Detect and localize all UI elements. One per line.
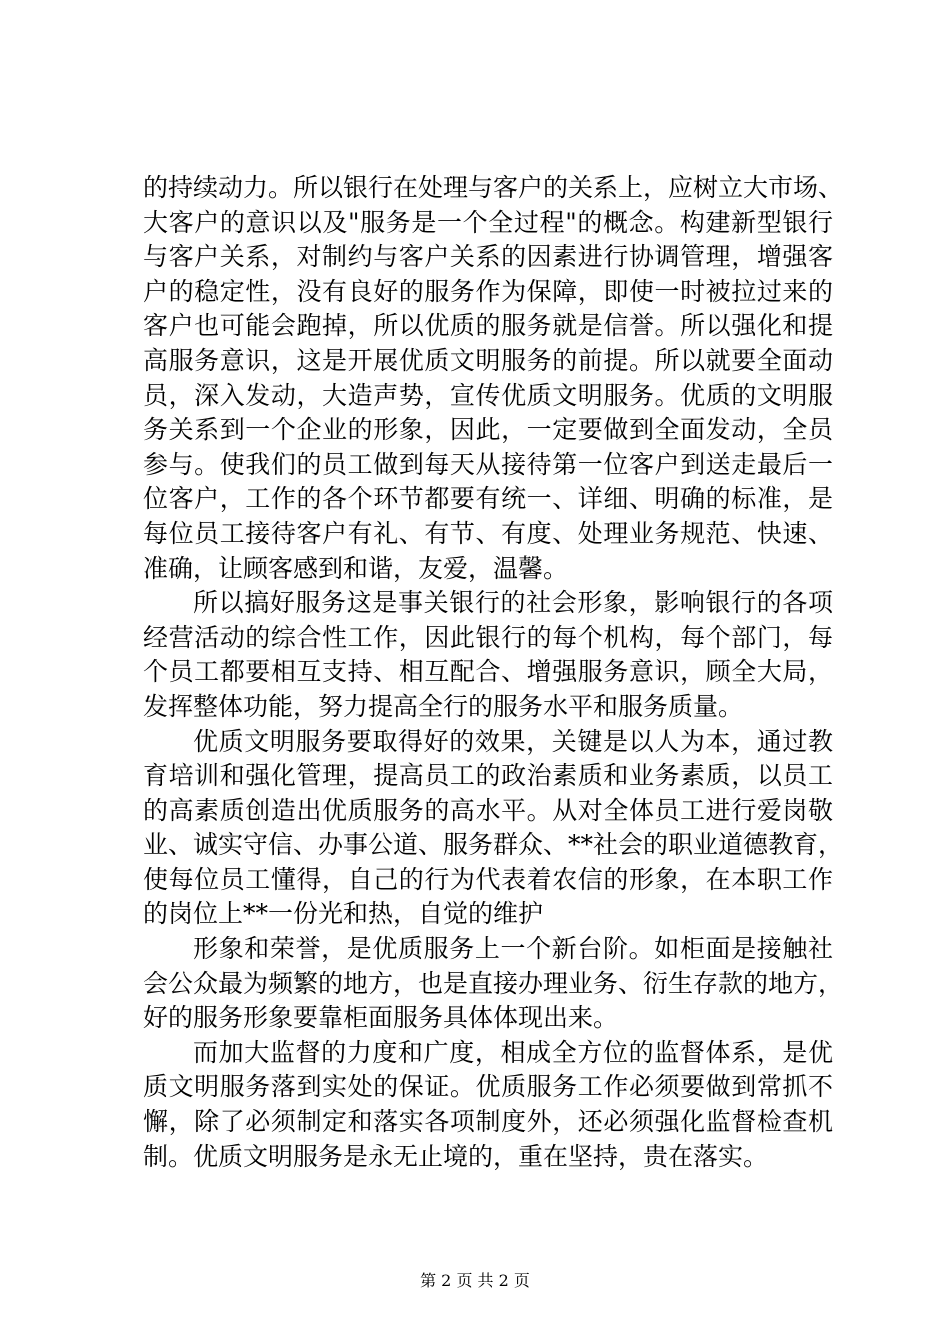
text-line: 制。优质文明服务是永无止境的，重在坚持，贵在落实。 [143, 1141, 769, 1171]
text-line: 个员工都要相互支持、相互配合、增强服务意识，顾全大局， [143, 657, 833, 687]
text-line: 业、诚实守信、办事公道、服务群众、**社会的职业道德教育， [143, 830, 844, 860]
text-line: 质文明服务落到实处的保证。优质服务工作必须要做到常抓不 [143, 1072, 833, 1102]
text-line: 的持续动力。所以银行在处理与客户的关系上，应树立大市场、 [143, 173, 844, 202]
text-line: 员，深入发动，大造声势，宣传优质文明服务。优质的文明服 [143, 380, 833, 410]
text-line: 懈，除了必须制定和落实各项制度外，还必须强化监督检查机 [143, 1107, 833, 1137]
page-footer: 第 2 页 共 2 页 [420, 1271, 530, 1290]
text-line: 形象和荣誉，是优质服务上一个新台阶。如柜面是接触社 [193, 934, 833, 964]
text-line: 优质文明服务要取得好的效果，关键是以人为本，通过教 [193, 726, 833, 756]
text-line: 育培训和强化管理，提高员工的政治素质和业务素质，以员工 [143, 761, 833, 791]
text-line: 所以搞好服务这是事关银行的社会形象，影响银行的各项 [193, 588, 833, 618]
text-line: 使每位员工懂得，自己的行为代表着农信的形象，在本职工作 [143, 864, 833, 894]
text-line: 而加大监督的力度和广度，相成全方位的监督体系，是优 [193, 1037, 833, 1067]
text-line: 每位员工接待客户有礼、有节、有度、处理业务规范、快速、 [143, 518, 833, 548]
text-line: 大客户的意识以及"服务是一个全过程"的概念。构建新型银行 [143, 207, 833, 237]
text-line: 务关系到一个企业的形象，因此，一定要做到全面发动，全员 [143, 415, 833, 445]
text-line: 经营活动的综合性工作，因此银行的每个机构，每个部门，每 [143, 622, 833, 652]
document-body [143, 171, 844, 1174]
text-line: 客户也可能会跑掉，所以优质的服务就是信誉。所以强化和提 [143, 311, 833, 341]
text-line: 发挥整体功能，努力提高全行的服务水平和服务质量。 [143, 691, 744, 721]
text-line: 准确，让顾客感到和谐，友爱，温馨。 [143, 553, 569, 583]
text-line: 的高素质创造出优质服务的高水平。从对全体员工进行爱岗敬 [143, 795, 833, 825]
text-line: 的岗位上**一份光和热，自觉的维护 [143, 899, 544, 929]
text-line: 位客户，工作的各个环节都要有统一、详细、明确的标准，是 [143, 484, 833, 514]
text-line: 好的服务形象要靠柜面服务具体体现出来。 [143, 1003, 619, 1033]
text-line: 会公众最为频繁的地方，也是直接办理业务、衍生存款的地方， [143, 968, 844, 998]
text-line: 户的稳定性，没有良好的服务作为保障，即使一时被拉过来的 [143, 276, 833, 306]
text-line: 参与。使我们的员工做到每天从接待第一位客户到送走最后一 [143, 449, 833, 479]
text-line: 与客户关系，对制约与客户关系的因素进行协调管理，增强客 [143, 242, 833, 272]
text-line: 高服务意识，这是开展优质文明服务的前提。所以就要全面动 [143, 345, 833, 375]
